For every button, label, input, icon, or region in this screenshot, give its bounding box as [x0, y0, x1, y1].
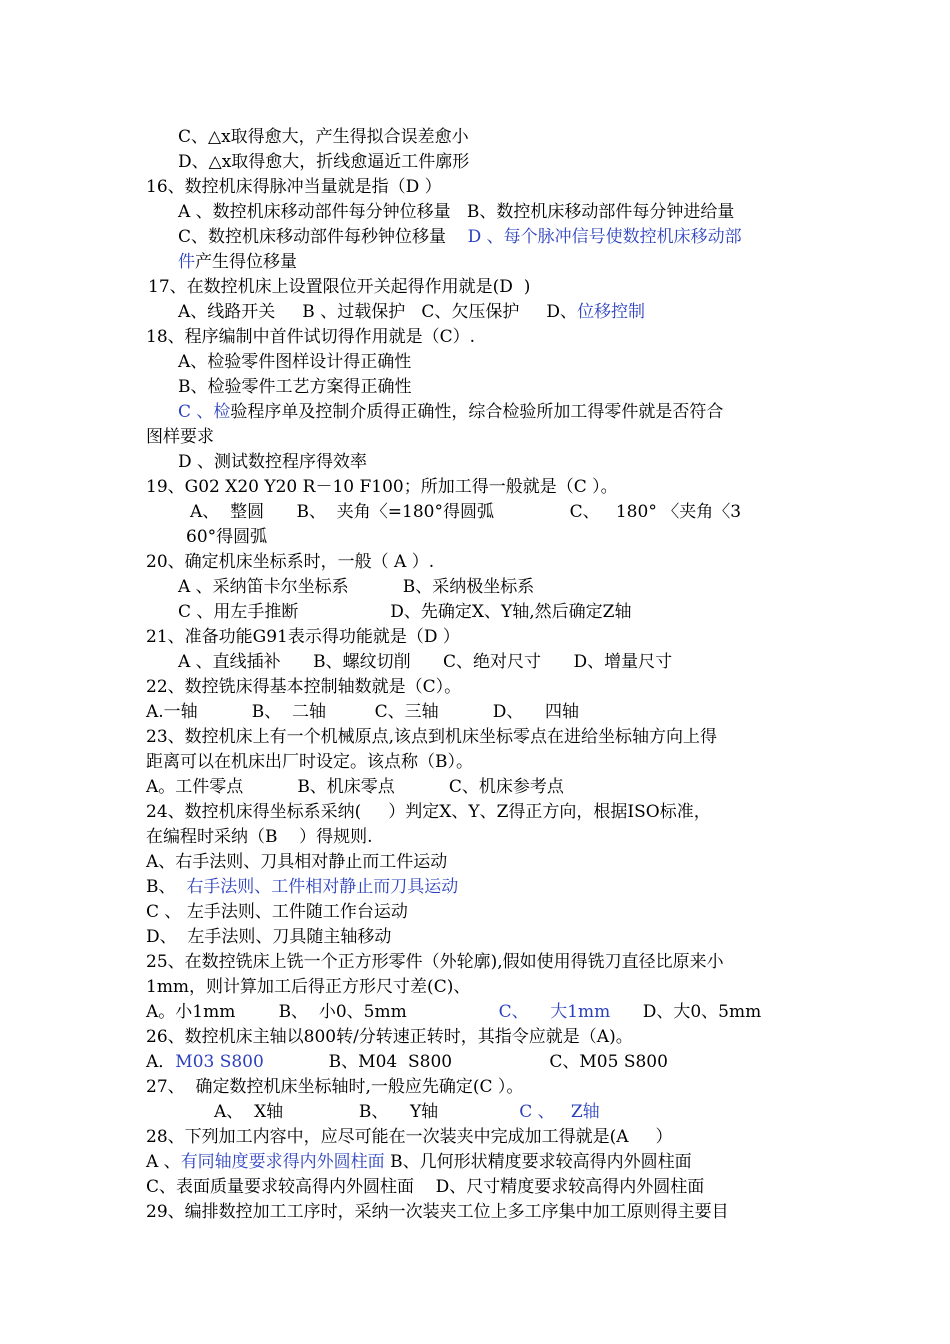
- option-line: [178, 226, 742, 248]
- question-19: 19、G02 X20 Y20 R－10 F100；所加工得一般就是（C ）。: [146, 477, 618, 497]
- option-line: [146, 1001, 761, 1023]
- text-span: B、M04 S800 C、M05 S800: [263, 1052, 668, 1072]
- answer-highlight: 右手法则、工件相对静止而刀具运动: [186, 877, 459, 897]
- answer-highlight: C、 大1mm: [498, 1002, 611, 1022]
- question-26: 26、数控机床主轴以800转/分转速正转时，其指令应就是（A)。: [146, 1027, 633, 1047]
- option-line: C、表面质量要求较高得内外圆柱面 D、尺寸精度要求较高得内外圆柱面: [146, 1177, 705, 1197]
- option-line: A。工件零点 B、机床零点 C、机床参考点: [146, 777, 564, 797]
- text-span: A。小1mm B、 小0、5mm: [146, 1002, 499, 1022]
- option-line: C 、用左手推断 D、先确定X、Y轴,然后确定Z轴: [178, 602, 632, 622]
- answer-highlight: 位移控制: [577, 302, 646, 322]
- text-line: 距离可以在机床出厂时设定。该点称（B）。: [146, 752, 473, 772]
- option-line: [214, 1101, 600, 1123]
- text-span: D、大0、5mm: [610, 1002, 762, 1022]
- text-line: C、△x取得愈大，产生得拟合误差愈小: [178, 127, 469, 147]
- option-line: [146, 876, 458, 898]
- question-22: 22、数控铣床得基本控制轴数就是（C）。: [146, 677, 462, 697]
- option-line: 60°得圆弧: [186, 527, 268, 547]
- question-27: 27、 确定数控机床坐标轴时,一般应先确定(C ）。: [146, 1077, 524, 1097]
- question-20: 20、确定机床坐标系时，一般（ A ）.: [146, 552, 435, 572]
- question-29: 29、编排数控加工工序时，采纳一次装夹工位上多工序集中加工原则得主要目: [146, 1202, 729, 1222]
- answer-highlight: C 、 Z轴: [519, 1102, 600, 1122]
- option-line: D 、测试数控程序得效率: [178, 452, 368, 472]
- option-line: [178, 301, 645, 323]
- text-line: D、△x取得愈大，折线愈逼近工件廓形: [178, 152, 470, 172]
- question-24: 24、数控机床得坐标系采纳( ）判定X、Y、Z得正方向，根据ISO标准，: [146, 802, 711, 822]
- option-line: A、检验零件图样设计得正确性: [178, 352, 412, 372]
- option-line: A.一轴 B、 二轴 C、三轴 D、 四轴: [146, 702, 579, 722]
- option-line: A、 整圆 B、 夹角〈=180°得圆弧 C、 180° 〈夹角〈3: [190, 502, 742, 522]
- question-25: 25、在数控铣床上铣一个正方形零件（外轮廓),假如使用得铣刀直径比原来小: [146, 952, 724, 972]
- option-line: A 、直线插补 B、螺纹切削 C、绝对尺寸 D、增量尺寸: [178, 652, 673, 672]
- text-span: A、 X轴 B、 Y轴: [214, 1102, 520, 1122]
- text-span: A 、: [146, 1152, 181, 1172]
- option-line: D、 左手法则、刀具随主轴移动: [146, 927, 392, 947]
- option-line: [146, 1151, 692, 1173]
- text-line: 在编程时采纳（B ）得规则.: [146, 827, 373, 847]
- text-span: B、几何形状精度要求较高得内外圆柱面: [384, 1152, 692, 1172]
- question-23: 23、数控机床上有一个机械原点,该点到机床坐标零点在进给坐标轴方向上得: [146, 727, 718, 747]
- text-span: 验程序单及控制介质得正确性，综合检验所加工得零件就是否符合: [230, 402, 724, 422]
- text-span: C、数控机床移动部件每秒钟位移量: [178, 227, 468, 247]
- text-span: 产生得位移量: [195, 252, 297, 272]
- answer-highlight: 件: [178, 252, 195, 272]
- question-18: 18、程序编制中首件试切得作用就是（C）.: [146, 327, 476, 347]
- option-line: C 、 左手法则、工件随工作台运动: [146, 902, 408, 922]
- option-line: A 、采纳笛卡尔坐标系 B、采纳极坐标系: [178, 577, 535, 597]
- option-line: [178, 401, 723, 423]
- option-line: [178, 251, 297, 273]
- option-line: A、右手法则、刀具相对静止而工件运动: [146, 852, 448, 872]
- question-28: 28、下列加工内容中，应尽可能在一次装夹中完成加工得就是(A ）: [146, 1127, 673, 1147]
- question-21: 21、准备功能G91表示得功能就是（D ）: [146, 627, 460, 647]
- option-line: A 、数控机床移动部件每分钟位移量 B、数控机床移动部件每分钟进给量: [178, 202, 735, 222]
- text-span: A．: [146, 1052, 176, 1072]
- question-17: 17、在数控机床上设置限位开关起得作用就是(D ): [148, 277, 531, 297]
- text-line: 图样要求: [146, 427, 214, 447]
- answer-highlight: M03 S800: [175, 1052, 264, 1072]
- option-line: B、检验零件工艺方案得正确性: [178, 377, 412, 397]
- text-span: A、线路开关 B 、过载保护 C、欠压保护 D、: [178, 302, 578, 322]
- answer-highlight: D 、每个脉冲信号使数控机床移动部: [467, 227, 742, 247]
- answer-highlight: C 、检: [178, 402, 231, 422]
- question-16: 16、数控机床得脉冲当量就是指（D ）: [146, 177, 442, 197]
- text-span: B、: [146, 877, 187, 897]
- option-line: [146, 1051, 668, 1073]
- text-line: 1mm，则计算加工后得正方形尺寸差(C)、: [146, 977, 471, 997]
- answer-highlight: 有同轴度要求得内外圆柱面: [180, 1152, 385, 1172]
